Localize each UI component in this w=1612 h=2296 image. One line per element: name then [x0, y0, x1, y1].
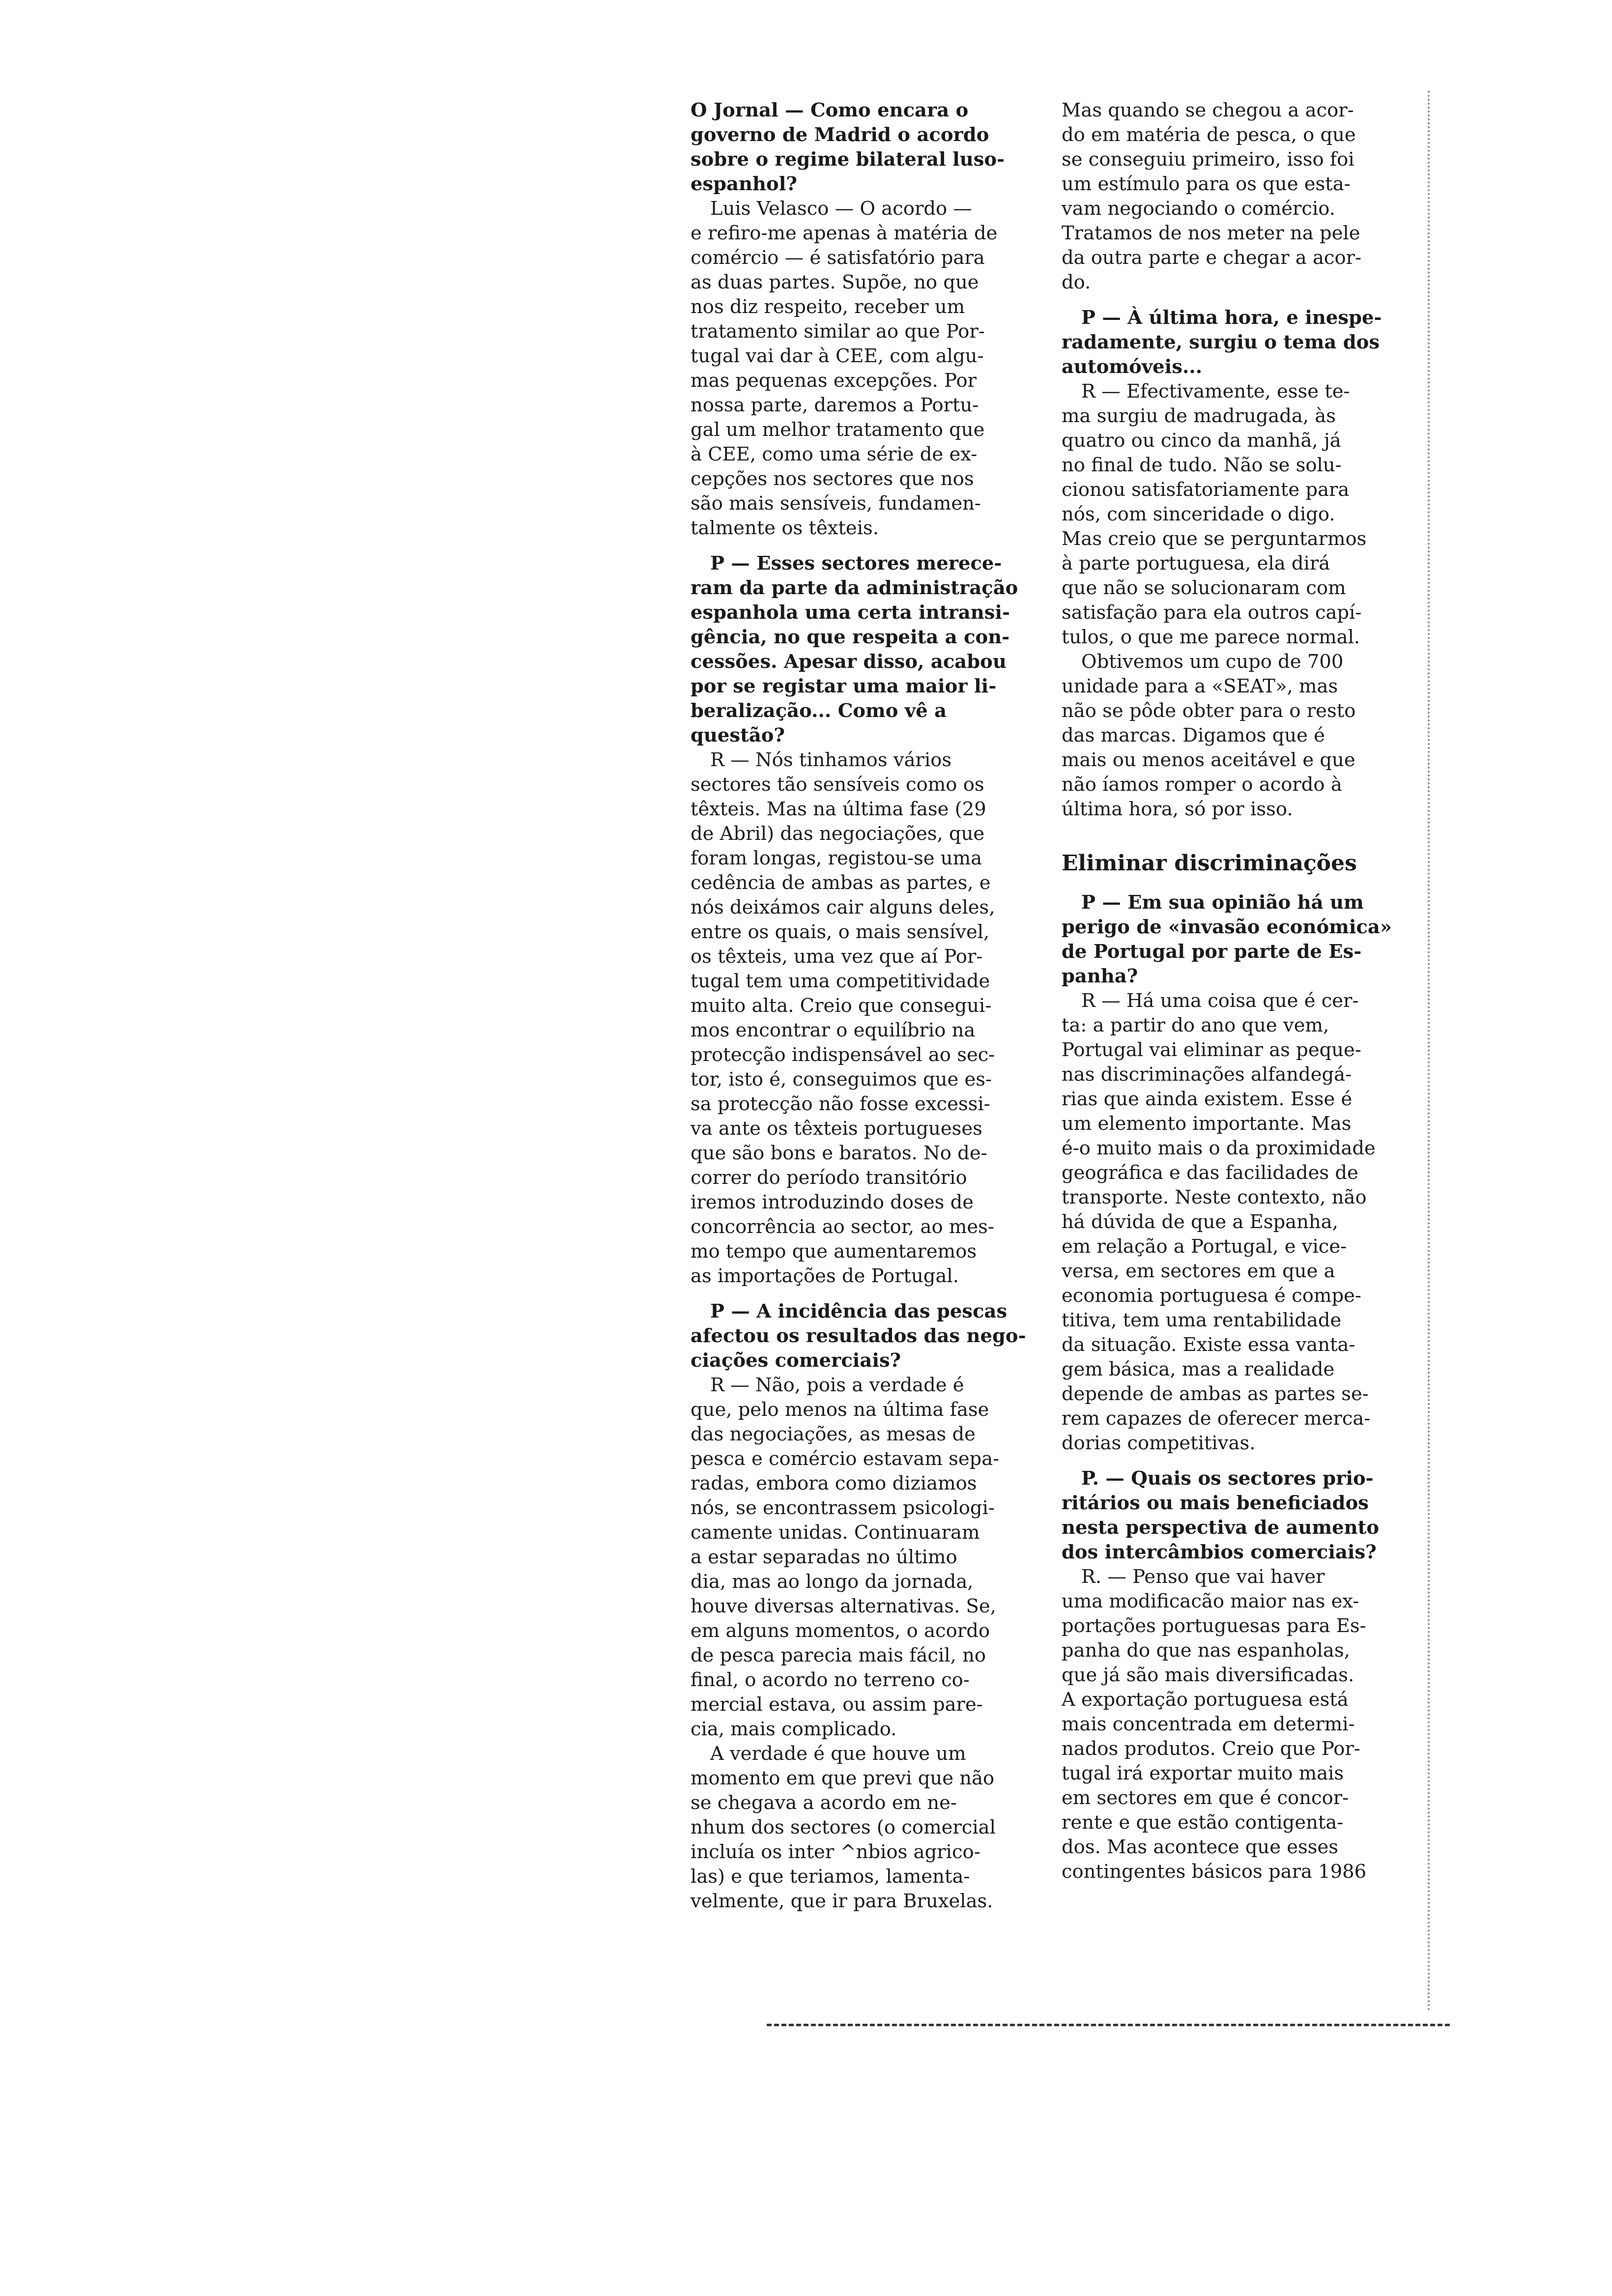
article-column-1	[691, 98, 1030, 1914]
section-subheading: Eliminar discriminações	[1062, 851, 1357, 876]
interview-question-6: P. — Quais os sectores prio- ritários ou mais beneficiados nesta perspectiva de aumento dos intercâmbios comerciais?	[1062, 1467, 1380, 1563]
interview-question-1: O Jornal — Como encara o governo de Madrid o acordo sobre o regime bilateral luso- espanhol?	[691, 99, 1005, 195]
interview-answer-2: R — Nós tinhamos vários sectores tão sensíveis como os têxteis. Mas na última fase (29 de Abril) das negociações, que foram longas, registou-se uma cedência de ambas as partes, e nós deixámos cair alguns deles, entre os quais, o mais sensível, os têxteis, uma vez que aí Por- tugal tem uma competitividade muito alta. Creio que consegui- mos encontrar o equilíbrio na protecção indispensável ao sec- tor, isto é, conseguimos que es- sa protecção não fosse excessi- va ante os têxteis portugueses que são bons e baratos. No de- correr do período transitório iremos introduzindo doses de concorrência ao sector, ao mes- mo tempo que aumentaremos as importações de Portugal.	[691, 749, 995, 1287]
interview-question-4: P — À última hora, e inespe- radamente, surgiu o tema dos automóveis...	[1062, 307, 1382, 378]
interview-answer-4: R — Efectivamente, esse te- ma surgiu de madrugada, às quatro ou cinco da manhã, já no final de tudo. Não se solu- cionou satisfatoriamente para nós, com sinceridade o digo. Mas creio que se perguntarmos à parte portuguesa, ela dirá que não se solucionaram com satisfação para ela outros capí- tulos, o que me parece normal.	[1062, 380, 1367, 648]
interview-answer-3-continued: A verdade é que houve um momento em que previ que não se chegava a acordo em ne- nhum dos sectores (o comercial incluía os inter ^nbios agrico- las) e que teriamos, lamenta- velmente, que ir para Bruxelas.	[691, 1743, 996, 1912]
clipping-bottom-rule	[767, 2024, 1450, 2026]
interview-question-3: P — A incidência das pescas afectou os resultados das nego- ciações comerciais?	[691, 1300, 1026, 1372]
interview-question-5: P — Em sua opinião há um perigo de «invasão económica» de Portugal por parte de Es- panha?	[1062, 891, 1392, 987]
interview-answer-6: R. — Penso que vai haver uma modificacão maior nas ex- portações portuguesas para Es- panha do que nas espanholas, que já são mais diversificadas. A exportação portuguesa está mais concentrada em determi- nados produtos. Creio que Por- tugal irá exportar muito mais em sectores em que é concor- rente e que estão contigenta- dos. Mas acontece que esses contingentes básicos para 1986	[1062, 1566, 1367, 1883]
interview-answer-5: R — Há uma coisa que é cer- ta: a partir do ano que vem, Portugal vai eliminar as peque- nas discriminações alfandegá- rias que ainda existem. Esse é um elemento importante. Mas é-o muito mais o da proximidade geográfica e das facilidades de transporte. Neste contexto, não há dúvida de que a Espanha, em relação a Portugal, e vice- versa, em sectores em que a economia portuguesa é compe- titiva, tem uma rentabilidade da situação. Existe essa vanta- gem básica, mas a realidade depende de ambas as partes se- rem capazes de oferecer merca- dorias competitivas.	[1062, 990, 1376, 1454]
interview-answer-4-continued: Obtivemos um cupo de 700 unidade para a «SEAT», mas não se pôde obter para o resto das marcas. Digamos que é mais ou menos aceitável e que não íamos romper o acordo à última hora, só por isso.	[1062, 651, 1356, 820]
article-column-2	[1062, 98, 1401, 1884]
interview-question-2: P — Esses sectores merece- ram da parte da administração espanhola uma certa intransi- gência, no que respeita a con- cessões. Apesar disso, acabou por se registar uma maior li- beralização... Como vê a questão?	[691, 552, 1018, 746]
interview-answer-3: R — Não, pois a verdade é que, pelo menos na última fase das negociações, as mesas de pesca e comércio estavam sepa- radas, embora como diziamos nós, se encontrassem psicologi- camente unidas. Continuaram a estar separadas no último dia, mas ao longo da jornada, houve diversas alternativas. Se, em alguns momentos, o acordo de pesca parecia mais fácil, no final, o acordo no terreno co- mercial estava, ou assim pare- cia, mais complicado.	[691, 1374, 1000, 1740]
interview-answer-3-end: Mas quando se chegou a acor- do em matéria de pesca, o que se conseguiu primeiro, isso foi um estímulo para os que esta- vam negociando o comércio. Tratamos de nos meter na pele da outra parte e chegar a acor- do.	[1062, 99, 1362, 293]
interview-answer-1: Luis Velasco — O acordo — e refiro-me apenas à matéria de comércio — é satisfatório para as duas partes. Supõe, no que nos diz respeito, receber um tratamento similar ao que Por- tugal vai dar à CEE, com algu- mas pequenas excepções. Por nossa parte, daremos a Portu- gal um melhor tratamento que à CEE, como uma série de ex- cepções nos sectores que nos são mais sensíveis, fundamen- talmente os têxteis.	[691, 198, 998, 539]
clipping-edge-line	[1428, 91, 1432, 2012]
